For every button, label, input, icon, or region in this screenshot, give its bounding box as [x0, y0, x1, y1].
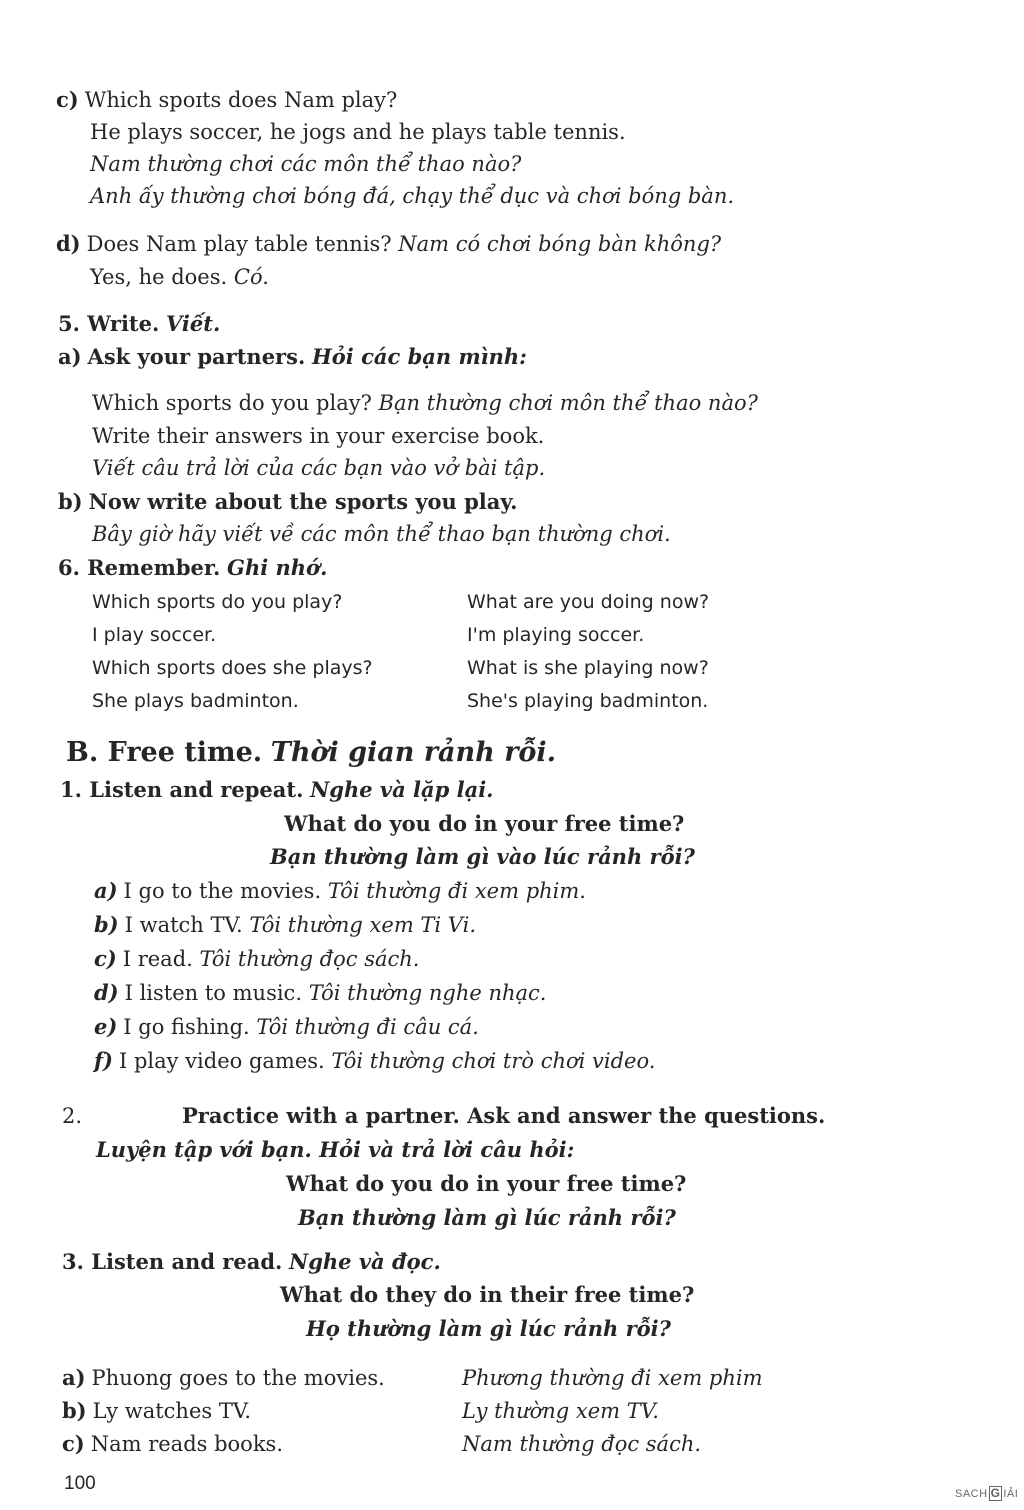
- item-text-vi: Phương thường đi xem phim: [462, 1366, 763, 1390]
- logo-text-left: SACH: [955, 1488, 988, 1500]
- exercise-b2-number: 2.: [62, 1104, 83, 1128]
- item-text-vi: Tôi thường đi câu cá.: [256, 1015, 479, 1039]
- item-text: I read.: [122, 947, 193, 971]
- item-label: a): [94, 878, 118, 903]
- item-c-answer: He plays soccer, he jogs and he plays table tennis.: [90, 120, 626, 144]
- item-label: b): [94, 912, 119, 937]
- item-label: a): [62, 1365, 86, 1390]
- item-text-vi: Tôi thường đi xem phim.: [327, 879, 586, 903]
- exercise-5a-write: Write their answers in your exercise book.: [92, 424, 545, 448]
- remember-right-line: She's playing badminton.: [467, 690, 709, 712]
- item-text: Ly watches TV.: [92, 1399, 252, 1423]
- answer-text: Yes, he does.: [90, 265, 228, 289]
- item-text-vi: Tôi thường nghe nhạc.: [308, 981, 547, 1005]
- exercise-title: 3. Listen and read.: [62, 1249, 283, 1274]
- exercise-b2-question: What do you do in your free time?: [286, 1171, 687, 1196]
- item-label: d): [56, 231, 81, 256]
- exercise-title: 1. Listen and repeat.: [60, 777, 304, 802]
- list-item: [62, 1364, 385, 1392]
- section-b-heading: [66, 736, 556, 770]
- instruction: Ask your partners.: [87, 344, 306, 369]
- remember-right-line: What is she playing now?: [467, 657, 709, 679]
- remember-left-line: She plays badminton.: [92, 690, 299, 712]
- item-text-vi: Tôi thường xem Ti Vi.: [249, 913, 476, 937]
- list-item: [94, 979, 546, 1007]
- question-text: Which sports do you play?: [92, 391, 372, 415]
- list-item: [94, 1047, 655, 1075]
- remember-right-line: I'm playing soccer.: [467, 624, 645, 646]
- exercise-title-vi: Ghi nhớ.: [227, 555, 328, 580]
- item-text: I go to the movies.: [123, 879, 322, 903]
- item-label: b): [62, 1398, 87, 1423]
- item-text: I listen to music.: [124, 981, 302, 1005]
- item-text-vi: Nam thường đọc sách.: [462, 1432, 702, 1456]
- section-heading-vi: Thời gian rảnh rỗi.: [270, 737, 557, 768]
- item-label: c): [56, 87, 79, 112]
- item-d-question: [56, 230, 721, 258]
- item-text: Phuong goes to the movies.: [91, 1366, 385, 1390]
- question-text-vi: Bạn thường chơi môn thể thao nào?: [378, 391, 758, 415]
- item-label: c): [94, 946, 117, 971]
- exercise-b1-title: [60, 776, 494, 804]
- exercise-title: 5. Write.: [58, 311, 160, 336]
- page-number: 100: [64, 1473, 96, 1494]
- item-text: I play video games.: [118, 1049, 325, 1073]
- exercise-b3-question: What do they do in their free time?: [280, 1282, 695, 1307]
- item-text-vi: Ly thường xem TV.: [462, 1399, 659, 1423]
- exercise-b1-question-vi: Bạn thường làm gì vào lúc rảnh rỗi?: [270, 844, 695, 869]
- question-text: Does Nam play table tennis?: [86, 232, 392, 256]
- item-text: Nam reads books.: [90, 1432, 284, 1456]
- item-text-vi: Tôi thường đọc sách.: [199, 947, 420, 971]
- list-item: [94, 945, 419, 973]
- question-text: Which spoɪts does Nam play?: [84, 88, 398, 112]
- exercise-title-vi: Viết.: [165, 311, 221, 336]
- exercise-title: 6. Remember.: [58, 555, 221, 580]
- exercise-b3-question-vi: Họ thường làm gì lúc rảnh rỗi?: [306, 1316, 671, 1341]
- instruction-vi: Hỏi các bạn mình:: [311, 344, 527, 369]
- question-text-vi: Nam có chơi bóng bàn không?: [398, 232, 722, 256]
- item-text: I go fishing.: [123, 1015, 250, 1039]
- item-label: e): [94, 1014, 118, 1039]
- exercise-b2-question-vi: Bạn thường làm gì lúc rảnh rỗi?: [298, 1205, 676, 1230]
- answer-text-vi: Có.: [233, 265, 269, 289]
- logo-box-letter: G: [990, 1486, 1001, 1500]
- instruction: Now write about the sports you play.: [88, 489, 518, 514]
- list-item: [62, 1430, 283, 1458]
- exercise-title-vi: Nghe và đọc.: [289, 1249, 441, 1274]
- item-label: b): [58, 489, 83, 514]
- item-text: I watch TV.: [124, 913, 243, 937]
- exercise-5b-vi: Bây giờ hãy viết về các môn thể thao bạn thường chơi.: [92, 522, 671, 546]
- item-c-answer-vi: Anh ấy thường chơi bóng đá, chạy thể dục và chơi bóng bàn.: [90, 184, 735, 208]
- item-label: c): [62, 1431, 85, 1456]
- exercise-5a-write-vi: Viết câu trả lời của các bạn vào vở bài tập.: [92, 456, 546, 480]
- remember-left-line: Which sports do you play?: [92, 591, 343, 613]
- item-c-question-vi: Nam thường chơi các môn thể thao nào?: [90, 152, 522, 176]
- remember-right-line: What are you doing now?: [467, 591, 710, 613]
- exercise-b2-title-vi: Luyện tập với bạn. Hỏi và trả lời câu hỏi:: [96, 1137, 575, 1162]
- sachgiai-logo: [955, 1486, 1018, 1501]
- exercise-b3-title: [62, 1248, 441, 1276]
- exercise-5a-title: [58, 343, 527, 371]
- logo-text-right: IẢI: [1003, 1488, 1019, 1500]
- exercise-6-title: [58, 554, 327, 582]
- list-item: [94, 1013, 479, 1041]
- item-d-answer: [90, 263, 269, 291]
- item-label: d): [94, 980, 119, 1005]
- remember-left-line: I play soccer.: [92, 624, 217, 646]
- exercise-b1-question: What do you do in your free time?: [284, 811, 685, 836]
- exercise-title-vi: Nghe và lặp lại.: [310, 777, 494, 802]
- exercise-5b-title: [58, 488, 518, 516]
- list-item: [94, 911, 476, 939]
- item-label: f): [94, 1048, 113, 1073]
- list-item: [62, 1397, 251, 1425]
- item-label: a): [58, 344, 82, 369]
- section-heading: B. Free time.: [66, 737, 263, 768]
- exercise-b2-title: Practice with a partner. Ask and answer the questions.: [182, 1103, 826, 1128]
- item-c-question: [56, 86, 397, 114]
- exercise-5-title: [58, 310, 220, 338]
- item-text-vi: Tôi thường chơi trò chơi video.: [331, 1049, 656, 1073]
- remember-left-line: Which sports does she plays?: [92, 657, 373, 679]
- list-item: [94, 877, 586, 905]
- exercise-5a-question: [92, 389, 758, 417]
